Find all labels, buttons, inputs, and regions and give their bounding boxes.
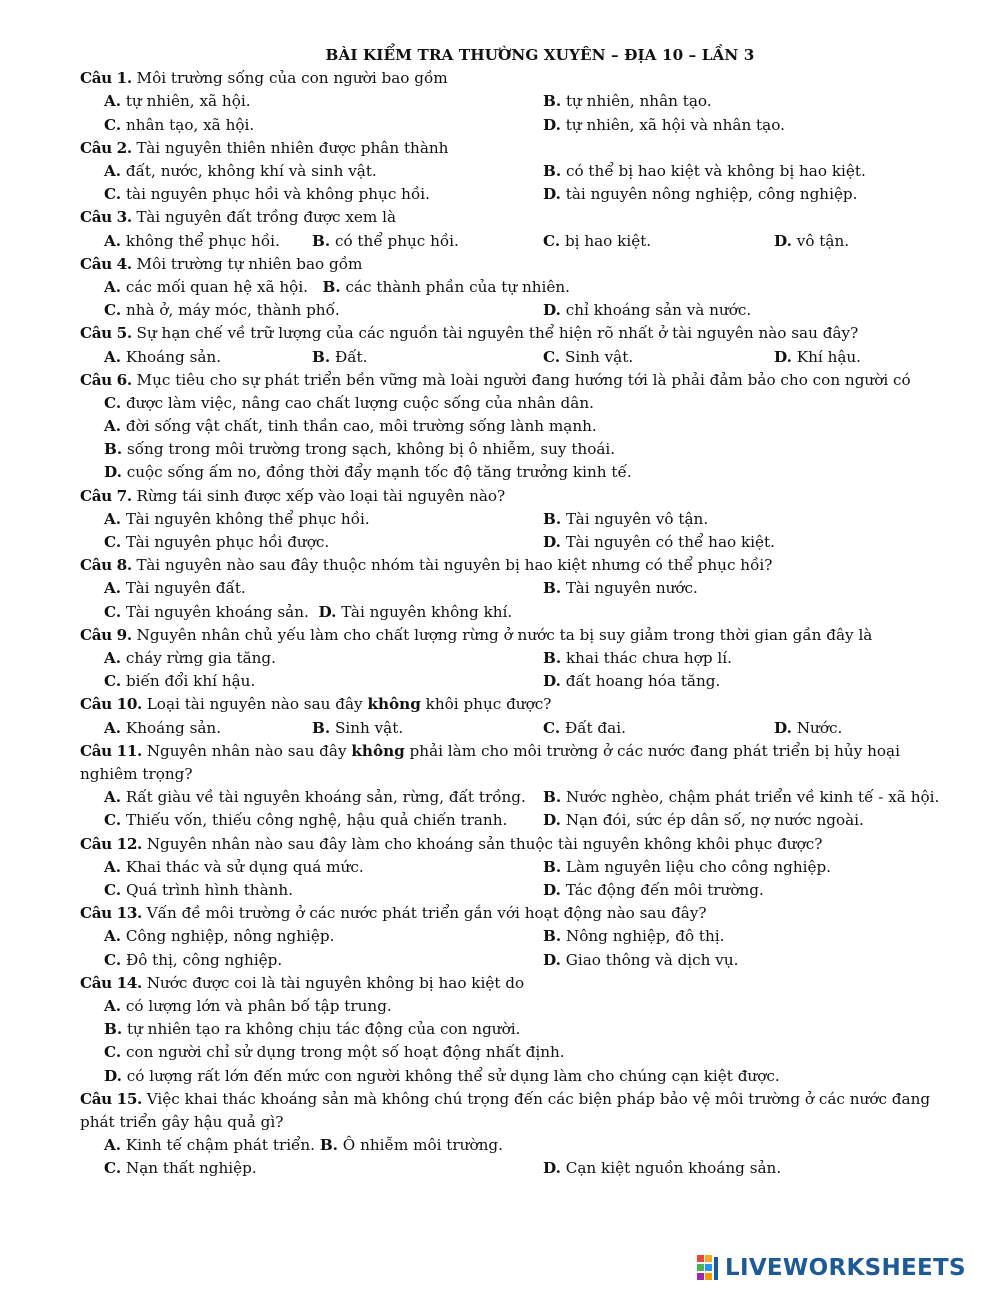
answer-option (543, 925, 725, 948)
answer-option (543, 114, 785, 137)
option-text: sống trong môi trường trong sạch, không bị ô nhiễm, suy thoái. (126, 440, 616, 459)
option-letter: C. (104, 185, 122, 204)
question-number: Câu 2. (80, 138, 132, 157)
option-text: có lượng rất lớn đến mức con người không thể sử dụng làm cho chúng cạn kiệt được. (126, 1066, 780, 1085)
option-text: tự nhiên, nhân tạo. (565, 92, 712, 111)
options-row (80, 577, 960, 600)
question (80, 369, 960, 485)
option-letter: C. (543, 231, 561, 250)
option-text: có thể phục hồi. (334, 231, 459, 250)
options-row (80, 160, 960, 183)
answer-option (104, 856, 364, 879)
question (80, 902, 960, 972)
answer-option (104, 90, 251, 113)
option-letter: A. (104, 857, 122, 876)
options-row (80, 717, 960, 740)
answer-option (104, 1136, 315, 1154)
options-row (80, 670, 960, 693)
option-letter: C. (104, 672, 122, 691)
answer-option (312, 717, 403, 740)
option-letter: C. (104, 811, 122, 830)
question-stem (80, 693, 960, 716)
option-letter: B. (312, 347, 331, 366)
option-letter: D. (774, 231, 792, 250)
question-number: Câu 5. (80, 324, 132, 343)
option-text: có thể bị hao kiệt và không bị hao kiệt. (565, 161, 866, 180)
options-row (80, 809, 960, 832)
option-letter: B. (312, 718, 331, 737)
answer-option (543, 183, 857, 206)
question-number: Câu 4. (80, 254, 132, 273)
answer-option (543, 786, 939, 809)
options-row (80, 114, 960, 137)
answer-option (104, 415, 597, 438)
option-letter: D. (774, 347, 792, 366)
question (80, 554, 960, 624)
answer-option (104, 230, 280, 253)
question-text: Tài nguyên đất trồng được xem là (136, 208, 397, 227)
option-text: Rất giàu về tài nguyên khoáng sản, rừng, đất trồng. (125, 788, 526, 807)
option-text: vô tận. (796, 231, 850, 250)
option-text: tài nguyên nông nghiệp, công nghiệp. (565, 185, 858, 204)
options-row (80, 856, 960, 879)
question-stem (80, 740, 960, 786)
answer-option (543, 230, 651, 253)
question-number: Câu 10. (80, 695, 142, 714)
option-text: Công nghiệp, nông nghiệp. (125, 927, 335, 946)
question (80, 972, 960, 1088)
answer-option (104, 392, 594, 415)
options-row (80, 1018, 960, 1041)
answer-option (312, 230, 459, 253)
answer-option (104, 1157, 257, 1180)
answer-option (543, 160, 866, 183)
question-stem (80, 206, 960, 229)
option-letter: B. (543, 509, 562, 528)
answer-option (104, 670, 255, 693)
option-letter: D. (543, 950, 561, 969)
answer-option (543, 508, 708, 531)
question-text: Môi trường sống của con người bao gồm (136, 69, 448, 88)
option-letter: B. (543, 857, 562, 876)
option-letter: B. (543, 788, 562, 807)
option-text: bị hao kiệt. (564, 231, 652, 250)
option-text: Sinh vật. (334, 718, 404, 737)
answer-option (774, 717, 842, 740)
question-stem (80, 1088, 960, 1134)
question-stem (80, 902, 960, 925)
option-text: Tài nguyên vô tận. (565, 509, 709, 528)
option-letter: D. (774, 718, 792, 737)
option-text: các mối quan hệ xã hội. (125, 277, 309, 296)
question (80, 693, 960, 739)
option-letter: C. (104, 115, 122, 134)
option-text: được làm việc, nâng cao chất lượng cuộc sống của nhân dân. (125, 393, 594, 412)
option-text: Nạn đói, sức ép dân số, nợ nước ngoài. (565, 811, 864, 830)
answer-option (774, 230, 849, 253)
option-letter: D. (543, 1159, 561, 1178)
question-number: Câu 1. (80, 69, 132, 88)
question-number: Câu 7. (80, 486, 132, 505)
option-letter: A. (104, 509, 122, 528)
option-text: chỉ khoáng sản và nước. (565, 301, 752, 320)
brand-logo (697, 1253, 966, 1283)
options-row (80, 1041, 960, 1064)
option-letter: D. (543, 880, 561, 899)
answer-option (104, 809, 507, 832)
question-text-cont: phải làm cho môi trường ở các nước đang phát triển bị hủy hoại nghiêm trọng? (80, 741, 900, 783)
question (80, 67, 960, 137)
options-row (80, 346, 960, 369)
option-text: nhân tạo, xã hội. (125, 115, 255, 134)
option-letter: D. (104, 463, 122, 482)
option-text: Kinh tế chậm phát triển. (125, 1136, 316, 1155)
answer-option (104, 603, 309, 621)
question-number: Câu 12. (80, 834, 142, 853)
question (80, 206, 960, 252)
option-text: đất, nước, không khí và sinh vật. (125, 161, 377, 180)
option-text: Quá trình hình thành. (125, 880, 294, 899)
answer-option (104, 508, 370, 531)
option-text: Cạn kiệt nguồn khoáng sản. (565, 1159, 782, 1178)
options-row (80, 461, 960, 484)
option-letter: A. (104, 231, 122, 250)
option-letter: D. (543, 533, 561, 552)
options-row (80, 1065, 960, 1088)
question-stem (80, 369, 960, 392)
answer-option (104, 461, 632, 484)
option-letter: A. (104, 277, 122, 296)
option-letter: D. (543, 672, 561, 691)
options-row (80, 1134, 960, 1157)
option-letter: C. (104, 950, 122, 969)
option-letter: A. (104, 788, 122, 807)
question-text: Rừng tái sinh được xếp vào loại tài nguyên nào? (136, 486, 506, 505)
question-text: Nguyên nhân chủ yếu làm cho chất lượng rừng ở nước ta bị suy giảm trong thời gian gần đây là (136, 625, 873, 644)
emphasis-word: không (351, 741, 405, 760)
option-letter: A. (104, 718, 122, 737)
option-text: Nông nghiệp, đô thị. (565, 927, 725, 946)
options-row (80, 995, 960, 1018)
options-row (80, 90, 960, 113)
question-text: Việc khai thác khoáng sản mà không chú trọng đến các biện pháp bảo vệ môi trường ở các nước đang phát triển gây hậu quả gì? (80, 1089, 931, 1131)
option-text: tự nhiên, xã hội. (125, 92, 251, 111)
answer-option (543, 90, 712, 113)
worksheet (80, 44, 960, 1180)
option-text: Khoáng sản. (125, 718, 222, 737)
brand-name: LIVEWORKSHEETS (725, 1255, 966, 1281)
option-text: có lượng lớn và phân bố tập trung. (125, 996, 392, 1015)
option-letter: C. (104, 393, 122, 412)
question (80, 1088, 960, 1181)
question (80, 253, 960, 323)
option-text: Khai thác và sử dụng quá mức. (125, 857, 364, 876)
options-row (80, 879, 960, 902)
question-number: Câu 6. (80, 370, 132, 389)
option-letter: C. (543, 718, 561, 737)
question-stem (80, 624, 960, 647)
answer-option (104, 1065, 780, 1088)
options-row (80, 230, 960, 253)
options-row (80, 438, 960, 461)
options-row (80, 276, 960, 299)
option-text: đời sống vật chất, tinh thần cao, môi trường sống lành mạnh. (125, 417, 597, 436)
answer-option (543, 717, 626, 740)
option-text: Làm nguyên liệu cho công nghiệp. (565, 857, 832, 876)
question-text: Môi trường tự nhiên bao gồm (136, 254, 363, 273)
answer-option (543, 879, 764, 902)
option-letter: D. (543, 115, 561, 134)
options-row (80, 786, 960, 809)
question-number: Câu 8. (80, 556, 132, 575)
question-number: Câu 15. (80, 1089, 142, 1108)
option-text: đất hoang hóa tăng. (565, 672, 721, 691)
options-row (80, 299, 960, 322)
option-text: tự nhiên, xã hội và nhân tạo. (565, 115, 785, 134)
option-text: con người chỉ sử dụng trong một số hoạt động nhất định. (125, 1043, 565, 1062)
question-text-cont: khôi phục được? (420, 695, 552, 714)
option-text: Tài nguyên có thể hao kiệt. (565, 533, 775, 552)
option-letter: B. (312, 231, 331, 250)
option-text: Đô thị, công nghiệp. (125, 950, 283, 969)
options-row (80, 415, 960, 438)
option-letter: D. (543, 301, 561, 320)
option-letter: B. (543, 927, 562, 946)
answer-option (543, 577, 698, 600)
answer-option (104, 647, 276, 670)
option-letter: A. (104, 161, 122, 180)
question-text: Tài nguyên thiên nhiên được phân thành (136, 138, 449, 157)
option-letter: D. (104, 1066, 122, 1085)
options-row (80, 183, 960, 206)
option-text: Tài nguyên phục hồi được. (125, 533, 330, 552)
option-letter: B. (543, 649, 562, 668)
option-letter: C. (104, 1159, 122, 1178)
answer-option (104, 717, 221, 740)
options-row (80, 949, 960, 972)
answer-option (774, 346, 861, 369)
option-letter: B. (543, 579, 562, 598)
options-row (80, 1157, 960, 1180)
options-inline (104, 601, 512, 624)
option-text: Tài nguyên đất. (125, 579, 246, 598)
question (80, 740, 960, 833)
option-letter: C. (104, 301, 122, 320)
option-letter: A. (104, 347, 122, 366)
answer-option (323, 278, 571, 296)
option-letter: A. (104, 579, 122, 598)
option-letter: B. (319, 1136, 338, 1155)
question-number: Câu 14. (80, 973, 142, 992)
answer-option (104, 278, 308, 296)
option-letter: A. (104, 417, 122, 436)
answer-option (104, 183, 430, 206)
question-text: Nguyên nhân nào sau đây (146, 741, 352, 760)
question-stem (80, 833, 960, 856)
option-letter: D. (543, 185, 561, 204)
answer-option (543, 647, 732, 670)
option-letter: B. (322, 277, 341, 296)
option-text: Tác động đến môi trường. (565, 880, 764, 899)
question-text: Vấn đề môi trường ở các nước phát triển gắn với hoạt động nào sau đây? (146, 904, 707, 923)
question-stem (80, 137, 960, 160)
option-text: tài nguyên phục hồi và không phục hồi. (125, 185, 430, 204)
option-letter: C. (104, 1043, 122, 1062)
option-text: Tài nguyên không thể phục hồi. (125, 509, 370, 528)
option-text: nhà ở, máy móc, thành phố. (125, 301, 340, 320)
question-stem (80, 554, 960, 577)
options-row (80, 508, 960, 531)
option-text: Nước. (796, 718, 843, 737)
question-stem (80, 972, 960, 995)
question (80, 485, 960, 555)
question-text: Sự hạn chế về trữ lượng của các nguồn tài nguyên thể hiện rõ nhất ở tài nguyên nào sau đây? (136, 324, 859, 343)
answer-option (104, 1041, 565, 1064)
question-number: Câu 13. (80, 904, 142, 923)
option-letter: C. (104, 880, 122, 899)
answer-option (104, 786, 526, 809)
option-text: cuộc sống ấm no, đồng thời đẩy mạnh tốc độ tăng trưởng kinh tế. (126, 463, 632, 482)
answer-option (104, 160, 377, 183)
option-text: Đất đai. (564, 718, 626, 737)
option-text: Nạn thất nghiệp. (125, 1159, 257, 1178)
options-inline (104, 1134, 503, 1157)
option-letter: B. (104, 1020, 123, 1039)
options-row (80, 925, 960, 948)
question (80, 833, 960, 903)
option-text: Ô nhiễm môi trường. (342, 1136, 503, 1155)
answer-option (312, 346, 367, 369)
answer-option (104, 114, 254, 137)
answer-option (543, 346, 633, 369)
option-letter: C. (104, 602, 122, 621)
answer-option (543, 299, 751, 322)
option-letter: B. (104, 440, 123, 459)
emphasis-word: không (367, 695, 421, 714)
option-letter: A. (104, 927, 122, 946)
option-letter: B. (543, 161, 562, 180)
question-stem (80, 322, 960, 345)
option-letter: A. (104, 1136, 122, 1155)
worksheet-title: BÀI KIỂM TRA THƯỜNG XUYÊN – ĐỊA 10 – LẦN 3 (325, 46, 755, 64)
option-text: Thiếu vốn, thiếu công nghệ, hậu quả chiến tranh. (125, 811, 508, 830)
options-row (80, 647, 960, 670)
question (80, 624, 960, 694)
answer-option (320, 1136, 503, 1154)
answer-option (104, 1018, 520, 1041)
answer-option (104, 299, 340, 322)
option-text: Giao thông và dịch vụ. (565, 950, 739, 969)
option-text: Khoáng sản. (125, 347, 222, 366)
option-text: cháy rừng gia tăng. (125, 649, 276, 668)
answer-option (543, 670, 720, 693)
option-letter: A. (104, 649, 122, 668)
question-list (80, 67, 960, 1180)
question-number: Câu 11. (80, 741, 142, 760)
options-row (80, 531, 960, 554)
answer-option (104, 995, 392, 1018)
options-row (80, 601, 960, 624)
answer-option (104, 577, 246, 600)
answer-option (104, 879, 293, 902)
option-text: Tài nguyên không khí. (341, 602, 513, 621)
option-text: không thể phục hồi. (125, 231, 280, 250)
option-text: Tài nguyên nước. (565, 579, 698, 598)
option-text: Khí hậu. (796, 347, 862, 366)
question-text: Nguyên nhân nào sau đây làm cho khoáng sản thuộc tài nguyên không khôi phục được? (146, 834, 823, 853)
option-letter: C. (543, 347, 561, 366)
answer-option (104, 949, 282, 972)
option-letter: B. (543, 92, 562, 111)
question-number: Câu 9. (80, 625, 132, 644)
options-inline (104, 276, 570, 299)
question (80, 322, 960, 368)
option-text: Tài nguyên khoáng sản. (125, 602, 309, 621)
answer-option (543, 809, 864, 832)
question-stem (80, 485, 960, 508)
option-letter: A. (104, 996, 122, 1015)
answer-option (104, 925, 334, 948)
answer-option (104, 531, 329, 554)
question-text: Loại tài nguyên nào sau đây (146, 695, 368, 714)
answer-option (104, 346, 221, 369)
question-stem (80, 67, 960, 90)
option-letter: C. (104, 533, 122, 552)
answer-option (543, 856, 831, 879)
question-text: Nước được coi là tài nguyên không bị hao kiệt do (146, 973, 525, 992)
question-number: Câu 3. (80, 208, 132, 227)
option-text: các thành phần của tự nhiên. (345, 277, 570, 296)
question (80, 137, 960, 207)
option-text: Đất. (334, 347, 368, 366)
option-text: biến đổi khí hậu. (125, 672, 256, 691)
option-letter: D. (318, 602, 337, 621)
option-letter: D. (543, 811, 561, 830)
answer-option (318, 603, 512, 621)
options-row (80, 392, 960, 415)
option-letter: A. (104, 92, 122, 111)
answer-option (543, 1157, 781, 1180)
option-text: tự nhiên tạo ra không chịu tác động của con người. (126, 1020, 521, 1039)
option-text: Sinh vật. (564, 347, 634, 366)
liveworksheets-logo-icon (697, 1255, 721, 1281)
question-text: Mục tiêu cho sự phát triển bền vững mà loài người đang hướng tới là phải đảm bảo cho con người có (136, 370, 911, 389)
answer-option (104, 438, 615, 461)
answer-option (543, 949, 738, 972)
option-text: khai thác chưa hợp lí. (565, 649, 732, 668)
question-text: Tài nguyên nào sau đây thuộc nhóm tài nguyên bị hao kiệt nhưng có thể phục hồi? (136, 556, 773, 575)
question-stem (80, 253, 960, 276)
answer-option (543, 531, 775, 554)
option-text: Nước nghèo, chậm phát triển về kinh tế - xã hội. (565, 788, 940, 807)
